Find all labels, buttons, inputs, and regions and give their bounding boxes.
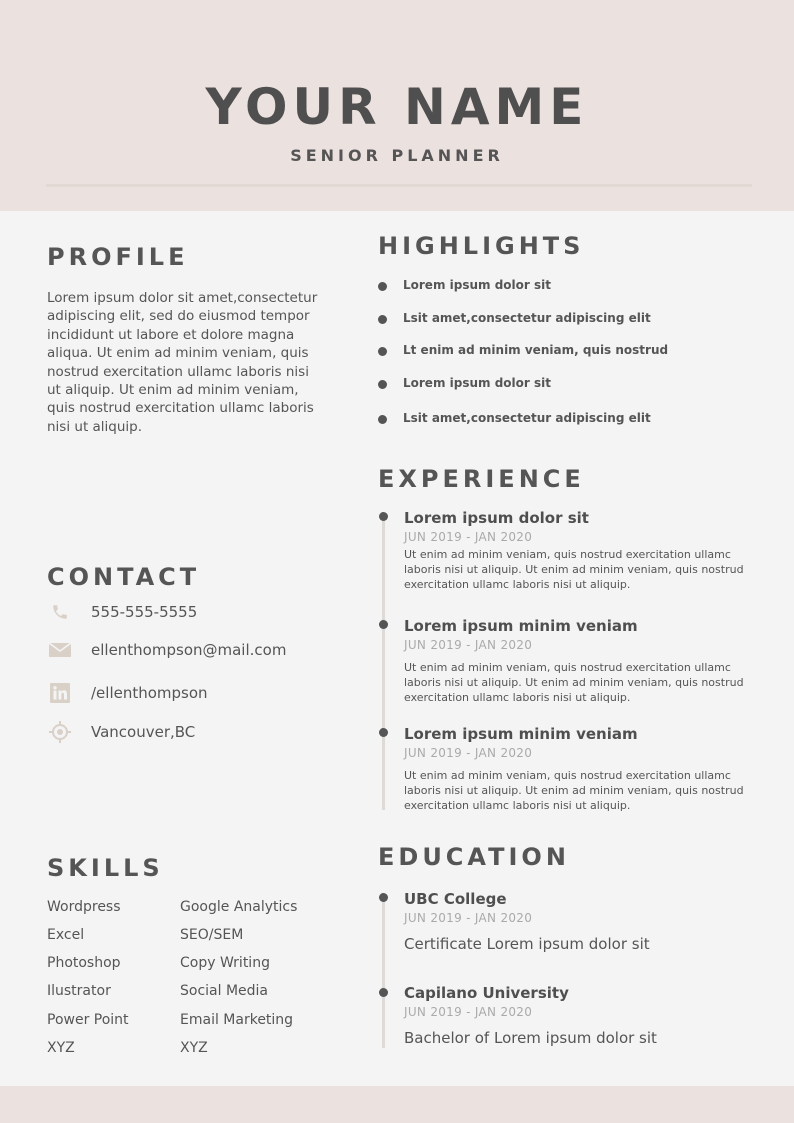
list-item [378,341,758,361]
description-line: Ut enim ad minim veniam, quis nostrud exercitation ullamc [404,661,731,674]
description-line: Ut enim ad minim veniam, quis nostrud exercitation ullamc [404,769,731,782]
education-timeline [382,898,385,1048]
email-address: ellenthompson@mail.com [91,641,287,659]
bullet-icon [378,415,387,424]
skill-item: Power Point [47,1012,129,1028]
bullet-icon [378,282,387,291]
skill-item: Copy Writing [180,955,270,971]
contact-email [47,638,337,662]
job-dates: JUN 2019 - JAN 2020 [404,746,533,760]
experience-heading: EXPERIENCE [378,465,585,493]
job-description [404,661,749,705]
linkedin-icon [47,681,73,705]
education-dates: JUN 2019 - JAN 2020 [404,1005,533,1019]
job-description [404,548,749,592]
contact-phone [47,600,337,624]
job-description [404,769,749,813]
location-icon [47,720,73,744]
list-item [378,409,758,429]
job-title: Lorem ipsum minim veniam [404,617,638,635]
timeline-dot [379,620,388,629]
skill-item: Google Analytics [180,899,298,915]
header-divider [46,184,752,187]
bullet-icon [378,347,387,356]
timeline-dot [379,988,388,997]
description-line: exercitation ullamc laboris nisi ut aliquip. [404,798,631,812]
skill-item: Social Media [180,983,269,999]
skill-item: Email Marketing [180,1012,294,1028]
skill-item: Wordpress [47,899,121,915]
location-text: Vancouver,BC [91,723,196,741]
bullet-icon [378,380,387,389]
resume-name: YOUR NAME [205,78,589,136]
job-title: Lorem ipsum minim veniam [404,725,638,743]
school-name: Capilano University [404,984,569,1002]
highlight-text: Lorem ipsum dolor sit [403,278,551,292]
highlights-heading: HIGHLIGHTS [378,232,585,260]
degree-text: Bachelor of Lorem ipsum dolor sit [404,1029,657,1047]
contact-heading: CONTACT [47,563,201,591]
description-line: Ut enim ad minim veniam, quis nostrud exercitation ullamc [404,548,731,561]
footer-band [0,1086,794,1123]
timeline-dot [379,893,388,902]
school-name: UBC College [404,890,507,908]
phone-icon [47,600,73,624]
profile-heading: PROFILE [47,243,189,271]
highlight-text: Lt enim ad minim veniam, quis nostrud [403,343,669,357]
contact-location [47,720,337,744]
description-line: exercitation ullamc laboris nisi ut aliquip. [404,690,631,704]
linkedin-handle: /ellenthompson [91,684,208,702]
job-dates: JUN 2019 - JAN 2020 [404,638,533,652]
description-line: laboris nisi ut aliquip. Ut enim ad minim veniam, quis nostrud [404,783,744,797]
skills-heading: SKILLS [47,854,164,882]
education-heading: EDUCATION [378,843,570,871]
skill-item: Photoshop [47,955,121,971]
highlight-text: Lsit amet,consectetur adipiscing elit [403,311,651,325]
contact-linkedin [47,681,337,705]
degree-text: Certificate Lorem ipsum dolor sit [404,935,650,953]
skill-item: XYZ [180,1040,208,1056]
description-line: laboris nisi ut aliquip. Ut enim ad minim veniam, quis nostrud [404,675,744,689]
list-item [378,276,758,296]
job-title: Lorem ipsum dolor sit [404,509,589,527]
timeline-dot [379,512,388,521]
skill-item: XYZ [47,1040,75,1056]
skill-item: SEO/SEM [180,927,244,943]
list-item [378,374,758,394]
mail-icon [47,638,73,662]
skill-item: Excel [47,927,85,943]
skill-item: Ilustrator [47,983,111,999]
job-dates: JUN 2019 - JAN 2020 [404,530,533,544]
highlight-text: Lsit amet,consectetur adipiscing elit [403,411,651,425]
education-dates: JUN 2019 - JAN 2020 [404,911,533,925]
description-line: laboris nisi ut aliquip. Ut enim ad minim veniam, quis nostrud [404,562,744,576]
description-line: exercitation ullamc laboris nisi ut aliquip. [404,577,631,591]
experience-timeline [382,517,385,810]
phone-number: 555-555-5555 [91,603,198,621]
list-item [378,309,758,329]
job-title: SENIOR PLANNER [290,146,504,165]
highlight-text: Lorem ipsum dolor sit [403,376,551,390]
timeline-dot [379,728,388,737]
bullet-icon [378,315,387,324]
profile-text: Lorem ipsum dolor sit amet,consectetur adipiscing elit, sed do eiusmod tempor incididunt ut labore et dolore magna aliqua. Ut enim ad minim veniam, quis nostrud exercitation ullamc laboris nisi ut aliquip. Ut enim ad minim veniam, quis nostrud exercitation ullamc laboris nisi ut aliquip. [47,290,318,435]
